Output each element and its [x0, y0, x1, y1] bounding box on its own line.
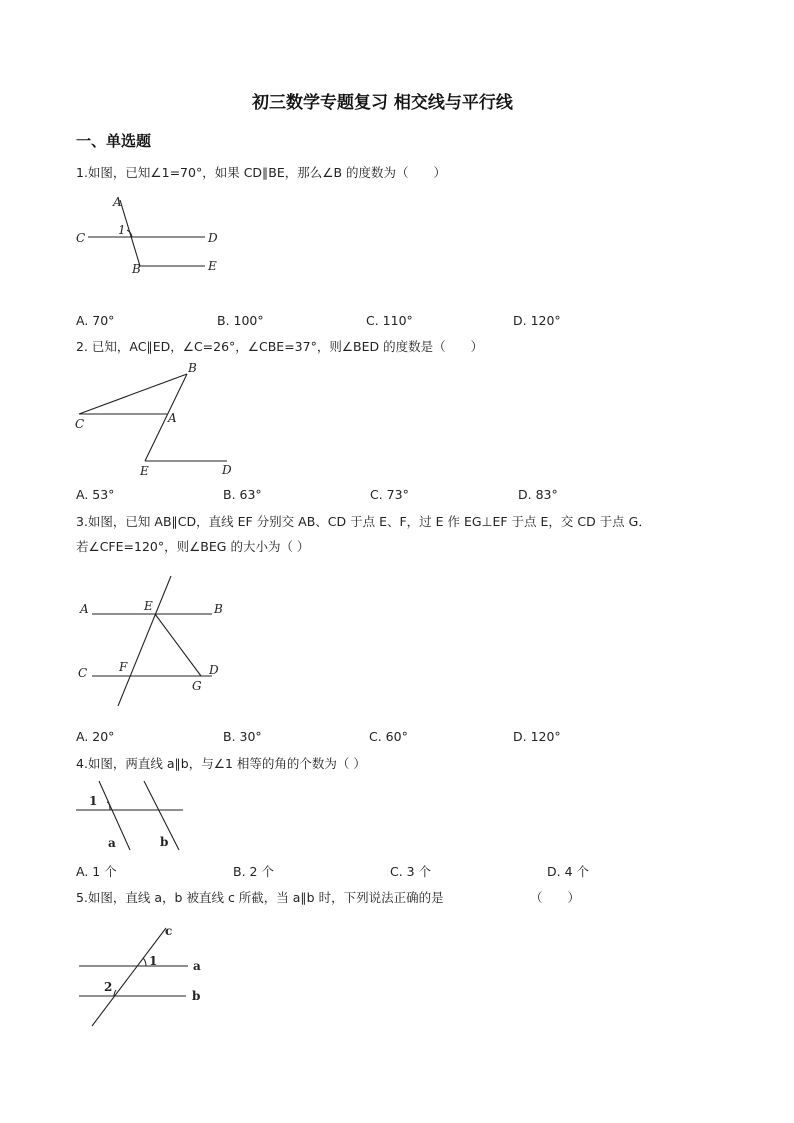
q2-option-c[interactable]: C. 73° [370, 487, 409, 502]
question-4-figure [70, 775, 200, 855]
q4-option-d[interactable]: D. 4 个 [547, 864, 589, 879]
question-3-figure [70, 570, 240, 710]
q1-label-B: B [132, 262, 141, 276]
q2-label-C: C [75, 417, 85, 431]
q4-label-1: 1 [89, 794, 98, 808]
q1-option-c[interactable]: C. 110° [366, 313, 413, 328]
q1-label-D: D [208, 231, 218, 245]
q4-option-b[interactable]: B. 2 个 [233, 864, 274, 879]
q2-option-b[interactable]: B. 63° [223, 487, 262, 502]
q4-label-b: b [160, 835, 169, 849]
question-2-text: 2. 已知，AC∥ED，∠C=26°，∠CBE=37°，则∠BED 的度数是（ ） [76, 339, 484, 354]
q3-option-b[interactable]: B. 30° [223, 729, 262, 744]
q3-label-F: F [119, 660, 128, 674]
question-5-text: 5.如图，直线 a，b 被直线 c 所截，当 a∥b 时，下列说法正确的是 [76, 890, 444, 905]
q2-label-A: A [168, 411, 177, 425]
q4-option-c[interactable]: C. 3 个 [390, 864, 432, 879]
q3-label-G: G [192, 679, 202, 693]
q1-label-1: 1 [118, 223, 126, 237]
question-1-text: 1.如图，已知∠1=70°，如果 CD∥BE，那么∠B 的度数为（ ） [76, 165, 447, 180]
q1-option-d[interactable]: D. 120° [513, 313, 561, 328]
q5-label-a: a [193, 959, 201, 973]
q5-label-b: b [192, 989, 201, 1003]
q1-label-A: A [113, 195, 122, 209]
question-3-text-line2: 若∠CFE=120°，则∠BEG 的大小为（ ） [76, 539, 310, 554]
q5-label-c: c [165, 924, 173, 938]
q5-label-2: 2 [104, 980, 113, 994]
q3-label-D: D [209, 663, 219, 677]
question-4-text: 4.如图，两直线 a∥b，与∠1 相等的角的个数为（ ） [76, 756, 366, 771]
q1-option-a[interactable]: A. 70° [76, 313, 115, 328]
q2-label-B: B [188, 361, 197, 375]
q4-option-a[interactable]: A. 1 个 [76, 864, 117, 879]
q3-label-C: C [78, 666, 88, 680]
page-title: 初三数学专题复习 相交线与平行线 [252, 93, 513, 113]
question-5-paren: （ ） [530, 890, 581, 905]
q3-label-B: B [214, 602, 223, 616]
section-heading: 一、单选题 [76, 132, 152, 150]
question-3-text-line1: 3.如图，已知 AB∥CD，直线 EF 分别交 AB、CD 于点 E、F，过 E 作 EG⊥EF 于点 E，交 CD 于点 G． [76, 514, 651, 529]
q3-label-A: A [80, 602, 89, 616]
q2-option-a[interactable]: A. 53° [76, 487, 115, 502]
q2-label-E: E [140, 464, 149, 478]
question-2-figure [70, 360, 250, 480]
q5-label-1: 1 [149, 954, 158, 968]
q1-option-b[interactable]: B. 100° [217, 313, 264, 328]
q4-label-a: a [108, 836, 116, 850]
question-5-figure [70, 920, 220, 1030]
q2-label-D: D [222, 463, 232, 477]
question-1-figure [70, 190, 240, 280]
q1-label-C: C [76, 231, 86, 245]
q3-option-d[interactable]: D. 120° [513, 729, 561, 744]
q3-label-E: E [144, 599, 153, 613]
q3-option-c[interactable]: C. 60° [369, 729, 408, 744]
q1-label-E: E [208, 259, 217, 273]
q2-option-d[interactable]: D. 83° [518, 487, 558, 502]
q3-option-a[interactable]: A. 20° [76, 729, 115, 744]
